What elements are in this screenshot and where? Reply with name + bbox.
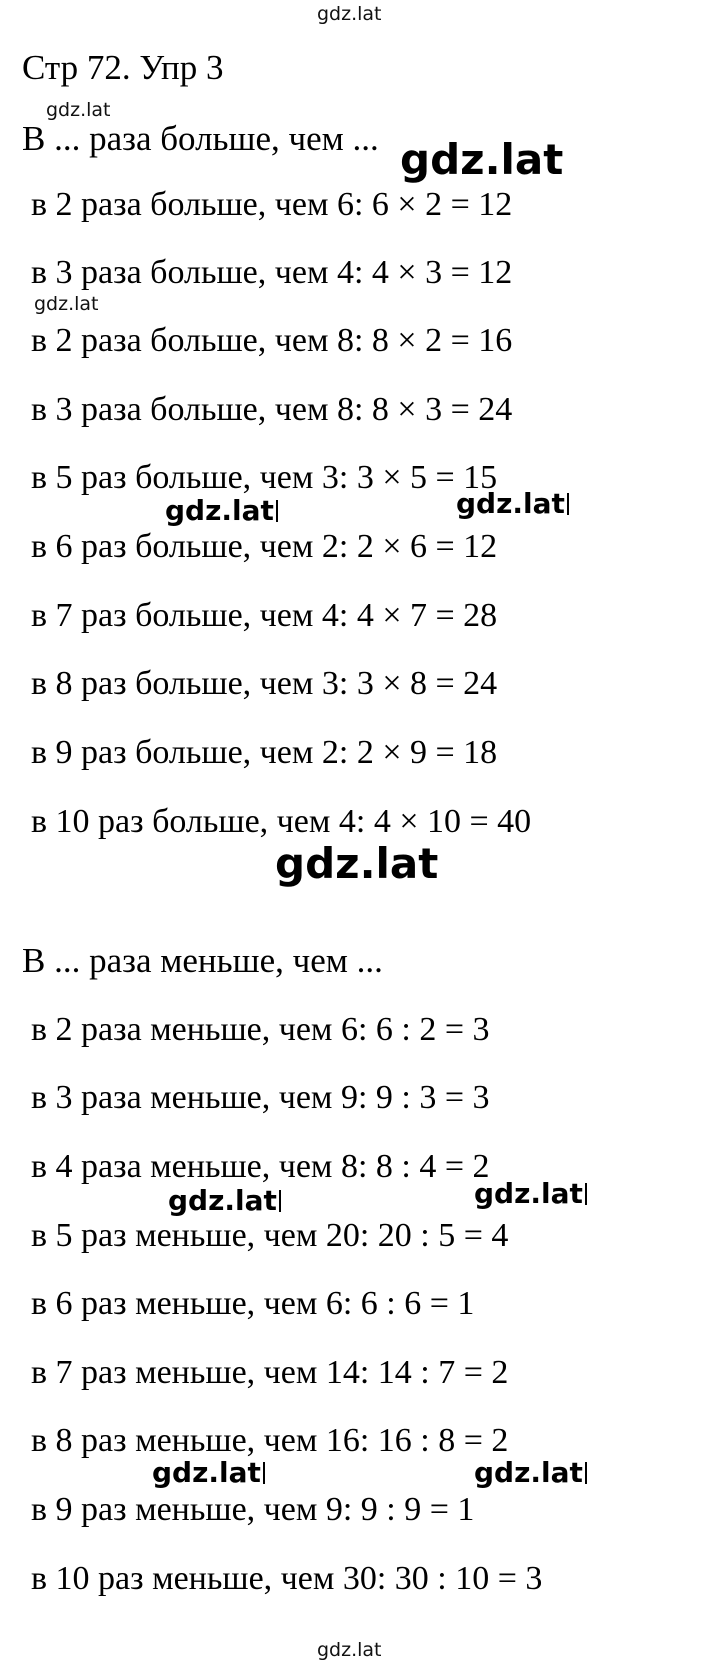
watermark: gdz.lat xyxy=(152,1459,265,1487)
exercise-line: в 2 раза больше, чем 6: 6 × 2 = 12 xyxy=(31,186,513,223)
exercise-line: в 7 раз меньше, чем 14: 14 : 7 = 2 xyxy=(31,1354,509,1391)
exercise-line: в 5 раз меньше, чем 20: 20 : 5 = 4 xyxy=(31,1217,509,1254)
exercise-line: в 2 раза больше, чем 8: 8 × 2 = 16 xyxy=(31,322,513,359)
exercise-line: в 8 раз больше, чем 3: 3 × 8 = 24 xyxy=(31,665,498,702)
watermark: gdz.lat xyxy=(34,293,99,315)
watermark: gdz.lat xyxy=(46,99,111,121)
watermark-large: gdz.lat xyxy=(275,839,439,888)
exercise-line: в 8 раз меньше, чем 16: 16 : 8 = 2 xyxy=(31,1422,509,1459)
exercise-line: в 2 раза меньше, чем 6: 6 : 2 = 3 xyxy=(31,1011,490,1048)
exercise-line: в 7 раз больше, чем 4: 4 × 7 = 28 xyxy=(31,597,498,634)
watermark: gdz.lat xyxy=(456,490,569,518)
watermark: gdz.lat xyxy=(165,497,278,525)
watermark-large: gdz.lat xyxy=(400,135,564,184)
section-heading-less: В ... раза меньше, чем ... xyxy=(22,941,383,980)
exercise-line: в 3 раза больше, чем 8: 8 × 3 = 24 xyxy=(31,391,513,428)
exercise-line: в 3 раза меньше, чем 9: 9 : 3 = 3 xyxy=(31,1079,490,1116)
watermark-bottom: gdz.lat xyxy=(317,1639,382,1661)
exercise-line: в 4 раза меньше, чем 8: 8 : 4 = 2 xyxy=(31,1148,490,1185)
exercise-line: в 9 раз больше, чем 2: 2 × 9 = 18 xyxy=(31,734,498,771)
exercise-line: в 3 раза больше, чем 4: 4 × 3 = 12 xyxy=(31,254,513,291)
exercise-line: в 9 раз меньше, чем 9: 9 : 9 = 1 xyxy=(31,1491,475,1528)
section-heading-more: В ... раза больше, чем ... xyxy=(22,119,379,158)
exercise-line: в 10 раз больше, чем 4: 4 × 10 = 40 xyxy=(31,803,532,840)
page-title: Стр 72. Упр 3 xyxy=(22,48,224,87)
watermark: gdz.lat xyxy=(474,1180,587,1208)
exercise-line: в 6 раз меньше, чем 6: 6 : 6 = 1 xyxy=(31,1285,475,1322)
exercise-line: в 5 раз больше, чем 3: 3 × 5 = 15 xyxy=(31,459,498,496)
watermark: gdz.lat xyxy=(474,1459,587,1487)
exercise-line: в 6 раз больше, чем 2: 2 × 6 = 12 xyxy=(31,528,498,565)
watermark: gdz.lat xyxy=(168,1187,281,1215)
exercise-line: в 10 раз меньше, чем 30: 30 : 10 = 3 xyxy=(31,1560,543,1597)
watermark-top: gdz.lat xyxy=(317,3,382,25)
